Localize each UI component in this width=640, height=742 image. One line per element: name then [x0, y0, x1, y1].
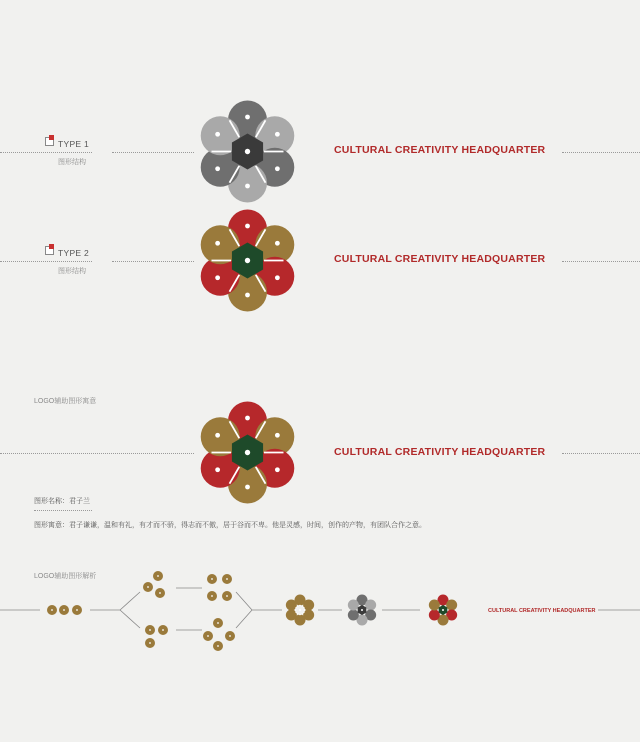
meaning-flower-icon: [210, 415, 285, 490]
type1-marker-icon: [45, 137, 54, 146]
type1-headline: CULTURAL CREATIVITY HEADQUARTER: [334, 144, 546, 156]
type2-headline: CULTURAL CREATIVITY HEADQUARTER: [334, 253, 546, 265]
type2-divider-right: [562, 261, 640, 262]
type2-sub-label: 图形结构: [58, 268, 86, 275]
type2-label: TYPE 2: [58, 248, 90, 258]
analysis-headline: CULTURAL CREATIVITY HEADQUARTER: [488, 608, 596, 614]
meaning-section-title: LOGO辅助图形寓意: [34, 398, 97, 405]
analysis-section-title: LOGO辅助图形解析: [34, 573, 97, 580]
type2-marker-icon: [45, 246, 54, 255]
type1-label: TYPE 1: [58, 139, 90, 149]
type1-sub-label: 图形结构: [58, 159, 86, 166]
type2-divider-left: [0, 261, 92, 262]
analysis-diagram: [0, 560, 640, 660]
type2-divider-mid: [112, 261, 194, 262]
meaning-divider-right: [562, 453, 640, 454]
meaning-headline: CULTURAL CREATIVITY HEADQUARTER: [334, 446, 546, 458]
type1-divider-mid: [112, 152, 194, 153]
type2-flower-icon: [210, 223, 285, 298]
graphic-name: 图形名称：君子兰: [34, 498, 90, 505]
type1-divider-right: [562, 152, 640, 153]
type1-flower-icon: [210, 114, 285, 189]
graphic-meaning: 图形寓意：君子谦谦，温和有礼，有才而不骄，得志而不傲，居于谷而不卑。他是灵感，时间，创作的产物，有团队合作之意。: [34, 522, 426, 529]
meaning-divider-left: [0, 453, 194, 454]
graphic-name-underline: [34, 510, 92, 511]
type1-divider-left: [0, 152, 92, 153]
